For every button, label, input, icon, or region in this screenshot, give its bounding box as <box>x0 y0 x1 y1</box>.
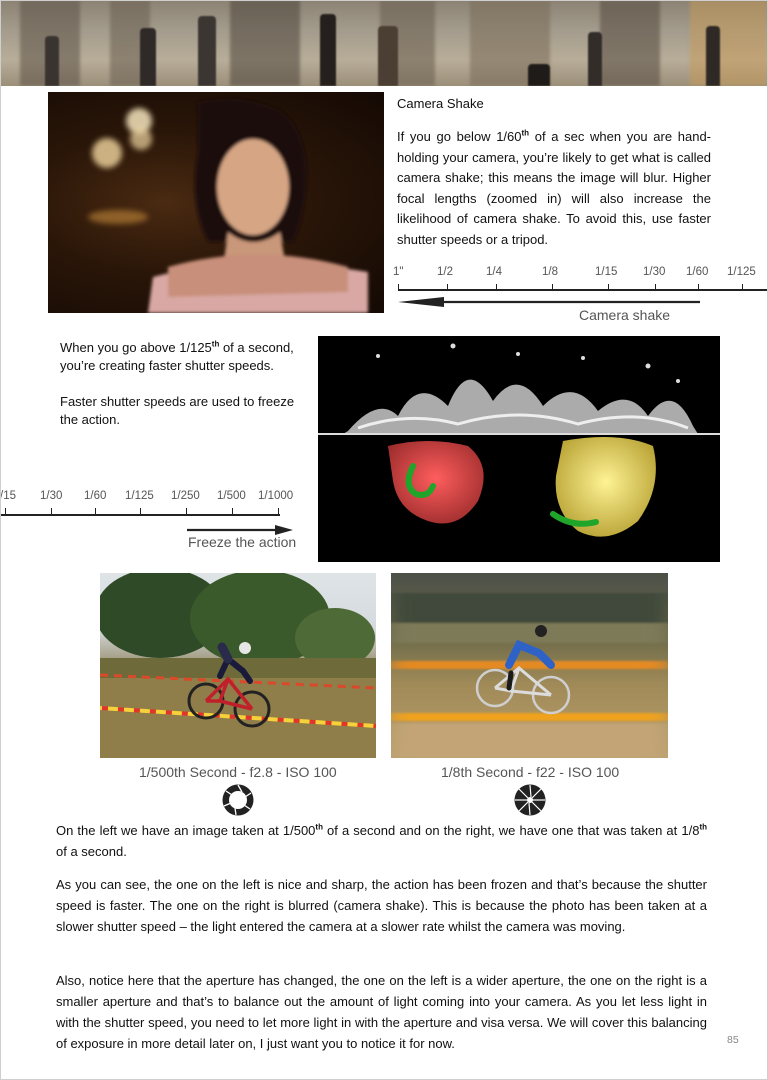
sharp-cyclist-photo <box>100 573 376 758</box>
body-p1-sup-2: th <box>699 822 707 832</box>
fast-scale-tick <box>95 508 96 514</box>
fast-scale-tick <box>140 508 141 514</box>
fast-scale-tick <box>51 508 52 514</box>
banner-photo-crowd <box>0 0 768 86</box>
body-paragraph-3: Also, notice here that the aperture has changed, the one on the left is a wider aperture, the one on the right is a smaller aperture and that’s to balance out the amount of light coming into your camera. As you let less light in with the shutter speed, you need to let more light in with the aperture and visa versa. We will cover this balancing of exposure in more detail later on, I just want you to notice it for now. <box>56 973 707 1051</box>
faster-shutter-line-1 <box>60 339 312 375</box>
right-shot-caption: 1/8th Second - f22 - ISO 100 <box>441 764 620 780</box>
wide-aperture-icon <box>222 784 254 816</box>
fast-tick-label: 1/30 <box>40 490 63 502</box>
fast-scale-tick <box>278 508 279 514</box>
water-splash-photo <box>318 336 720 562</box>
fast-scale-tick <box>5 508 6 514</box>
camera-shake-text-b: of a sec when you are hand-holding your camera, you’re likely to get what is called camera shake; this means the image will blur. Higher focal lengths (zoomed in) will also increase the likelihood of camera shake. To avoid this, use faster shutter speeds or a tripod. <box>397 129 711 247</box>
faster-shutter-line-2: Faster shutter speeds are used to freeze the action. <box>60 394 295 427</box>
faster-shutter-text <box>60 339 312 429</box>
faster-text-b: of a second, you’re creating faster shutter speeds. <box>60 340 294 373</box>
slow-scale-axis <box>398 289 768 291</box>
body-p1-sup-1: th <box>315 822 323 832</box>
narrow-aperture-icon <box>514 784 546 816</box>
fast-scale-tick <box>186 508 187 514</box>
left-shot-caption: 1/500th Second - f2.8 - ISO 100 <box>139 764 337 780</box>
page-number: 85 <box>727 1034 739 1046</box>
sharp-cyclist-scene <box>100 573 376 758</box>
slow-tick-label: 1/125 <box>727 266 756 278</box>
camera-shake-title: Camera Shake <box>397 96 484 111</box>
camera-shake-paragraph <box>397 127 711 251</box>
faster-sup: th <box>211 339 220 349</box>
camera-shake-text-a: If you go below 1/60 <box>397 129 522 144</box>
blurred-cyclist-scene <box>391 573 668 758</box>
fast-scale-caption: Freeze the action <box>188 534 297 550</box>
slow-scale-tick <box>496 284 497 290</box>
slow-tick-label: 1/15 <box>595 266 618 278</box>
splash-illustration <box>318 336 720 562</box>
camera-shake-sup: th <box>521 128 530 138</box>
fast-tick-label: 1/125 <box>125 490 154 502</box>
slow-tick-label: 1/2 <box>437 266 453 278</box>
slow-tick-label: 1/60 <box>686 266 709 278</box>
fast-tick-label: 1/250 <box>171 490 200 502</box>
slow-scale-tick <box>608 284 609 290</box>
slow-scale-tick <box>698 284 699 290</box>
woman-figure <box>48 92 384 313</box>
faster-text-a: When you go above 1/125 <box>60 340 212 355</box>
slow-scale-tick <box>742 284 743 290</box>
body-p1-text-b: of a second and on the right, we have one that was taken at 1/8 <box>322 823 700 838</box>
slow-scale-tick <box>655 284 656 290</box>
slow-shutter-scale <box>390 262 768 332</box>
body-p1-text-c: of a second. <box>56 844 127 859</box>
blurred-cyclist-photo <box>391 573 668 758</box>
body-p1-text-a: On the left we have an image taken at 1/500 <box>56 823 316 838</box>
fast-tick-label: 1/1000 <box>258 490 294 502</box>
fast-tick-label: /15 <box>0 490 16 502</box>
slow-tick-label: 1" <box>393 266 404 278</box>
slow-tick-label: 1/8 <box>542 266 558 278</box>
slow-tick-label: 1/30 <box>643 266 666 278</box>
slow-scale-tick <box>398 284 399 290</box>
fast-shutter-scale <box>0 488 310 558</box>
body-paragraph-2: As you can see, the one on the left is nice and sharp, the action has been frozen and that’s because the shutter speed is faster. The one on the right is blurred (camera shake). This is because the photo has been taken at a slower shutter speed – the light entered the camera at a slower rate whilst the camera was moving. <box>56 877 707 934</box>
slow-scale-caption: Camera shake <box>579 307 671 323</box>
fast-scale-axis <box>0 514 280 516</box>
fast-tick-label: 1/500 <box>217 490 246 502</box>
fast-tick-label: 1/60 <box>84 490 107 502</box>
slow-tick-label: 1/4 <box>486 266 502 278</box>
slow-scale-tick <box>552 284 553 290</box>
slow-scale-tick <box>447 284 448 290</box>
fast-scale-tick <box>232 508 233 514</box>
camera-shake-photo <box>48 92 384 313</box>
body-paragraph-1 <box>56 820 707 862</box>
